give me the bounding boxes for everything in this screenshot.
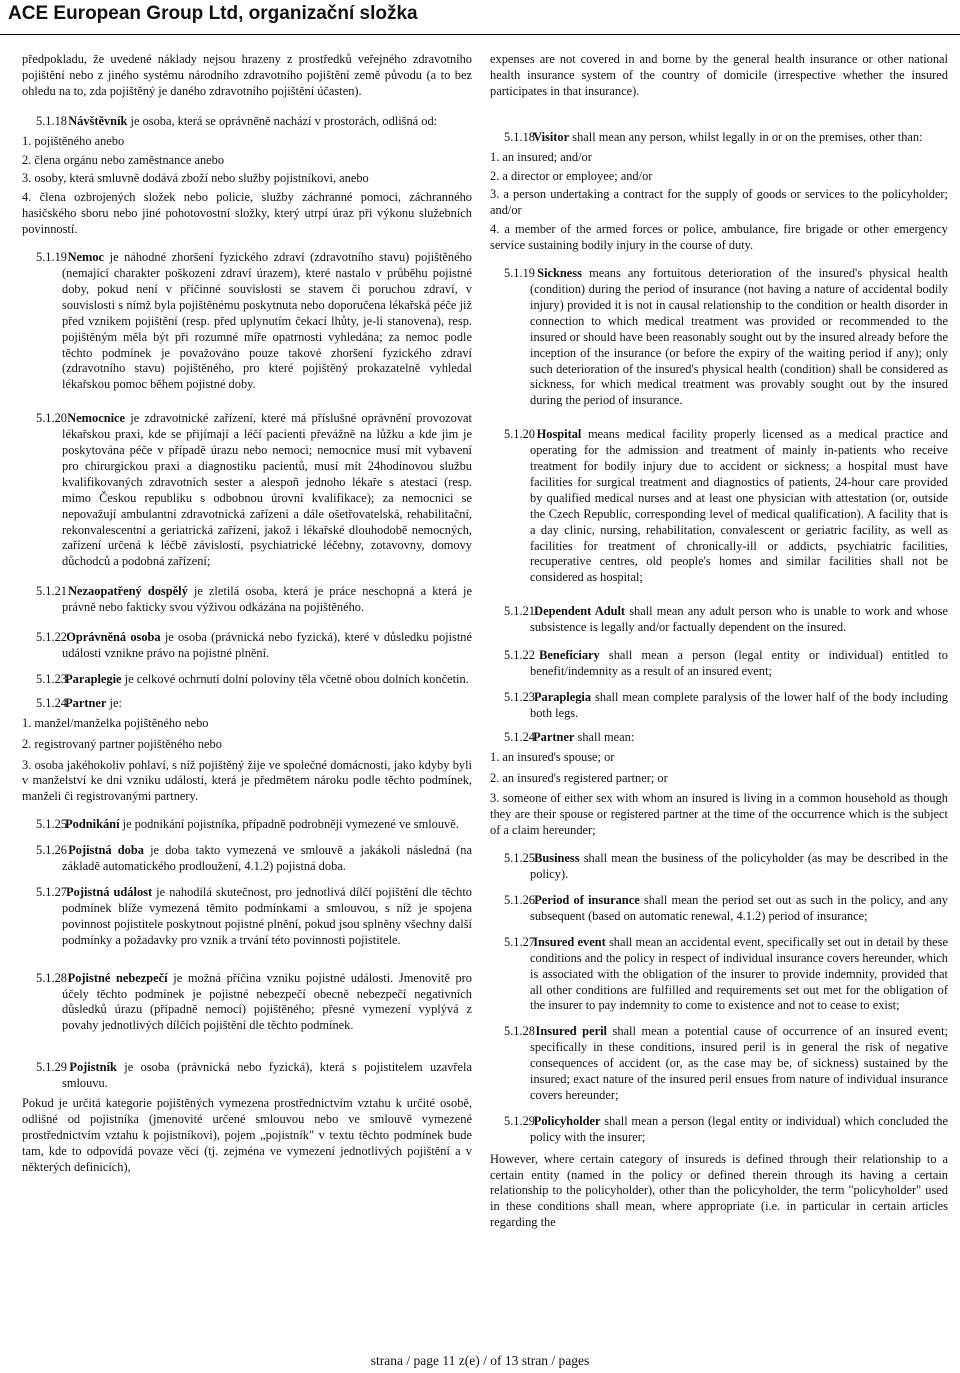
definition-5-1-27: 5.1.27 Pojistná událost je nahodilá skutečnost, pro jednotlivá dílčí pojištění dle těchto podmínek blíže vymezená těmito podmínkami a smlouvou, s níž je spojena povinnost pojistitele poskytnout pojistné plnění, pokud jsou splněny všechny další podmínky a požadavky pro vznik a trvání této povinnosti pojistitele. — [36, 884, 472, 947]
paragraph-policyholder-note: Pokud je určitá kategorie pojištěných vymezena prostřednictvím vztahu k určité osobě, odlišné od pojistníka (jmenovité určené smlouvou nebo ve smlouvě vymezené prostřednictvím vztahu k pojistníkovi), pojem „pojistník" v textu těchto podmínek bude tam, kde to odpovídá povaze věci (tj. zejména ve vymezení jednotlivých pojištění a v některých definicích), — [22, 1096, 472, 1174]
list-item: 4. a member of the armed forces or police, ambulance, fire brigade or other emergency service sustaining bodily injury in the course of duty. — [490, 222, 948, 253]
list-item: 2. an insured's registered partner; or — [490, 770, 668, 785]
list-item: 2. člena orgánu nebo zaměstnance anebo — [22, 152, 225, 167]
document-header — [0, 0, 960, 35]
definition-5-1-25: 5.1.25 Podnikání je podnikání pojistníka, případně podrobněji vymezené ve smlouvě. — [36, 817, 459, 832]
definition-5-1-20: 5.1.20 Nemocnice je zdravotnické zařízení, které má příslušné oprávnění provozovat lékařskou praxi, kde se přijímají a léčí pacienti převážně na lůžku a kde jim je poskytována péče v případě úrazu nebo nemoci; nemocnice musí mít vybavení pro chirurgickou praxi a diagnostiku pacientů, musí mít 24hodinovou službu kvalifikovaných zdravotních sester a alespoň jednoho lékaře s atestací (resp. mimo Českou republiku s odbobnou úrovní kvalifikace); za nemocnici se nepovažují ambulantní zdravotnická zařízení a dále ošetřovatelská, rehabilitační, rekonvalescentní a geriatrická zařízení, jakož i lékařské dlouhodobě nemocných, zařízení určená k léčbě závislostí, psychiatrické léčebny, zotavovny, domovy důchodců a podobná zařízení; — [36, 411, 472, 569]
definition-5-1-18: 5.1.18 Návštěvník je osoba, která se oprávněně nachází v prostorách, odlišná od: 1. pojištěného anebo 2. člena orgánu nebo zaměstnance anebo 3. osoby, která smluvně dodává zboží nebo služby pojistníkovi, anebo 4. člena ozbrojených složek nebo policie, služby záchranné pomoci, záchranného hasičského sboru nebo jiné pohotovostní složky, který utrpí úraz při výkonu služebních povinností. — [22, 113, 472, 237]
list-item: 3. a person undertaking a contract for the supply of goods or services to the policyholder; and/or — [490, 187, 948, 218]
definition-5-1-22: 5.1.22 Oprávněná osoba je osoba (právnická nebo fyzická), které v důsledku pojistné události vznikne právo na pojistné plnění. — [36, 630, 473, 660]
list-item: 4. člena ozbrojených složek nebo policie, služby záchranné pomoci, záchranného hasičského sboru nebo jiné pohotovostní složky, který utrpí úraz při výkonu služebních povinností. — [22, 190, 472, 237]
definition-5-1-29: 5.1.29 Pojistník je osoba (právnická nebo fyzická), která s pojistitelem uzavřela smlouvu. — [36, 1060, 472, 1091]
definition-5-1-23: 5.1.23 Paraplegie je celkové ochrnutí dolní poloviny těla včetně obou dolních končetin. — [36, 671, 469, 686]
definition-5-1-28: 5.1.28 Pojistné nebezpečí je možná příčina vzniku pojistné události. Jmenovitě pro účely těchto podmínek je pojistné nebezpečí obecně nebezpečí negativních důsledků úrazu (případně nemoci) pojištěného; přesné vymezení vyplývá z povahy jednotlivých dílčích pojištění dle těchto podmínek. — [36, 970, 473, 1033]
definition-5-1-27: 5.1.27 Insured event shall mean an accidental event, specifically set out in detail by these conditions and the policy in respect of individual insurance covers hereunder, which is associated with the obligation of the insurer to provide indemnity, provided that all other conditions are fulfilled and requirements set out met for the obligation of the insurer to pay indemnity to come to existence and not to cease to exist; — [504, 934, 948, 1013]
definition-5-1-24: 5.1.24 Partner shall mean: 1. an insured's spouse; or 2. an insured's registered partner; or 3. someone of either sex with whom an insured is living in a common household as though they are their spouse or registered partner at the time of the occurrence which is the subject of a claim hereunder; — [490, 729, 948, 838]
list-item: 3. someone of either sex with whom an insured is living in a common household as though they are their spouse or registered partner at the time of the occurrence which is the subject of a claim hereunder; — [490, 791, 948, 838]
definition-5-1-18: 5.1.18 Visitor shall mean any person, whilst legally in or on the premises, other than: 1. an insured; and/or 2. a director or employee; and/or 3. a person undertaking a contract for the supply of goods or services to the policyholder; and/or 4. a member of the armed forces or police, ambulance, fire brigade or other emergency service sustaining bodily injury in the course of duty. — [490, 129, 948, 253]
list-item: 1. manžel/manželka pojištěného nebo — [22, 715, 209, 730]
paragraph-intro: expenses are not covered in and borne by the general health insurance or other national health insurance system of the country of domicile (irrespective whether the insured participates in that insurance). — [490, 52, 948, 98]
list-item: 1. pojištěného anebo — [22, 133, 125, 148]
paragraph-policyholder-note: However, where certain category of insureds is defined through their relationship to a certain entity (named in the policy or defined therein through its having a certain relationship to the policyholder), other than the policyholder, the term "policyholder" used in these conditions shall mean, where appropriate (i.e. in particular in certain articles regarding the — [490, 1151, 948, 1230]
definition-5-1-21: 5.1.21 Nezaopatřený dospělý je zletilá osoba, která je práce neschopná a která je právně nebo fakticky svou výživou odkázána na pojištěného. — [36, 584, 473, 615]
definition-5-1-26: 5.1.26 Pojistná doba je doba takto vymezená ve smlouvě a jakákoli následná (na základě automatického prodloužení, 4.1.2) pojistná doba. — [36, 843, 472, 874]
definition-5-1-19: 5.1.19 Sickness means any fortuitous deterioration of the insured's physical health (condition) during the period of insurance (not having a nature of accidental bodily injury) provided it is not in causal relationship to the condition or health disorder in connection to which medical treatment was provided or recommended to the insured or should have been reasonably sought out by the insured already before the inception of the insurance (or before the expiry of the waiting period if any); only such deterioration of the insured's physical health (condition) shall be considered as sickness, for which medical treatment was provably sought out by the insured during the period of insurance. — [504, 266, 948, 408]
definition-5-1-25: 5.1.25 Business shall mean the business of the policyholder (as may be described in the policy). — [504, 851, 948, 882]
definition-5-1-26: 5.1.26 Period of insurance shall mean the period set out as such in the policy, and any subsequent (based on automatic renewal, 4.1.2) period of insurance; — [504, 892, 948, 923]
definition-5-1-23: 5.1.23 Paraplegia shall mean complete paralysis of the lower half of the body including both legs. — [504, 689, 948, 720]
paragraph-intro: předpokladu, že uvedené náklady nejsou hrazeny z prostředků veřejného zdravotního pojištění nebo z jiného systému národního zdravotního pojištění země původu (a to bez ohledu na to, zda pojištěný je daného zdravotního pojištění účasten). — [22, 52, 472, 98]
english-column — [490, 52, 948, 1231]
czech-column — [22, 52, 472, 1176]
list-item: 2. a director or employee; and/or — [490, 168, 653, 183]
list-item: 3. osoba jakéhokoliv pohlaví, s níž pojištěný žije ve společné domácnosti, jako kdyby byli v manželství ke dni vzniku události, která je předmětem nároku podle těchto podmínek, manželi či registrovanými partnery. — [22, 757, 472, 804]
definition-5-1-24: 5.1.24 Partner je: 1. manžel/manželka pojištěného nebo 2. registrovaný partner pojištěného nebo 3. osoba jakéhokoliv pohlaví, s níž pojištěný žije ve společné domácnosti, jako kdyby byli v manželství ke dni vzniku události, která je předmětem nároku podle těchto podmínek, manželi či registrovanými partnery. — [22, 695, 472, 804]
definition-5-1-22: 5.1.22 Beneficiary shall mean a person (legal entity or individual) entitled to benefit/indemnity as a result of an insured event; — [504, 648, 949, 678]
list-item: 1. an insured; and/or — [490, 149, 592, 164]
definition-5-1-28: 5.1.28 Insured peril shall mean a potential cause of occurrence of an insured event; specifically in these conditions, insured peril is in general the risk of negative consequences of accident (or, as the case may be, of sickness) sustained by the insured; exact nature of the insured peril ensues from nature of individual insurance covers hereunder; — [504, 1024, 948, 1102]
list-item: 1. an insured's spouse; or — [490, 749, 615, 764]
page-footer: strana / page 11 z(e) / of 13 stran / pages — [370, 1353, 590, 1368]
definition-5-1-29: 5.1.29 Policyholder shall mean a person (legal entity or individual) which concluded the policy with the insurer; — [504, 1113, 948, 1144]
definition-5-1-19: 5.1.19 Nemoc je náhodné zhoršení fyzického zdraví (zdravotního stavu) pojištěného (nemající charakter poškození zdraví úrazem), které nastalo v průběhu pojistné doby, pokud není v příčinné souvislosti se stavem či poruchou zdraví, v souvislosti s nímž byla pojištěnému poskytnuta nebo doporučena lékařská péče již před vznikem pojištění (resp. před uplynutím čekací lhůty, je-li stanovena), resp. pojištěným měla být při rozumné míře opatrnosti vyhledána; za nemoc podle těchto podmínek je považováno pouze takové zhoršení fyzického zdraví (zdravotního stavu) pojištěného, pro které pojištěný prokazatelně vyhledal lékařskou pomoc během pojistné doby. — [36, 250, 472, 392]
list-item: 2. registrovaný partner pojištěného nebo — [22, 736, 222, 751]
definition-5-1-21: 5.1.21 Dependent Adult shall mean any adult person who is unable to work and whose subsistence is legally and/or factually dependent on the insured. — [504, 604, 949, 635]
definition-5-1-20: 5.1.20 Hospital means medical facility properly licensed as a medical practice and operating for the admission and treatment of mainly in-patients who receive treatment for bodily injury due to accident or sickness; a hospital must have facilities for surgical treatment and diagnostics of patients, 24-hour care provided by qualified medical nurses and at least one physician with attestation (or, outside the Czech Republic, corresponding level of medical qualification). A facility that is a day clinic, nursing, rehabilitation, convalescent or geriatric facility, as well as facilities for treatment of chronically-ill or addicts, psychiatric facilities, recuperative centres, old people's homes and similar facilities shall not be considered as hospital; — [504, 427, 949, 585]
document-title: ACE European Group Ltd, organizační složka — [8, 3, 418, 24]
list-item: 3. osoby, která smluvně dodává zboží nebo služby pojistníkovi, anebo — [22, 171, 369, 186]
